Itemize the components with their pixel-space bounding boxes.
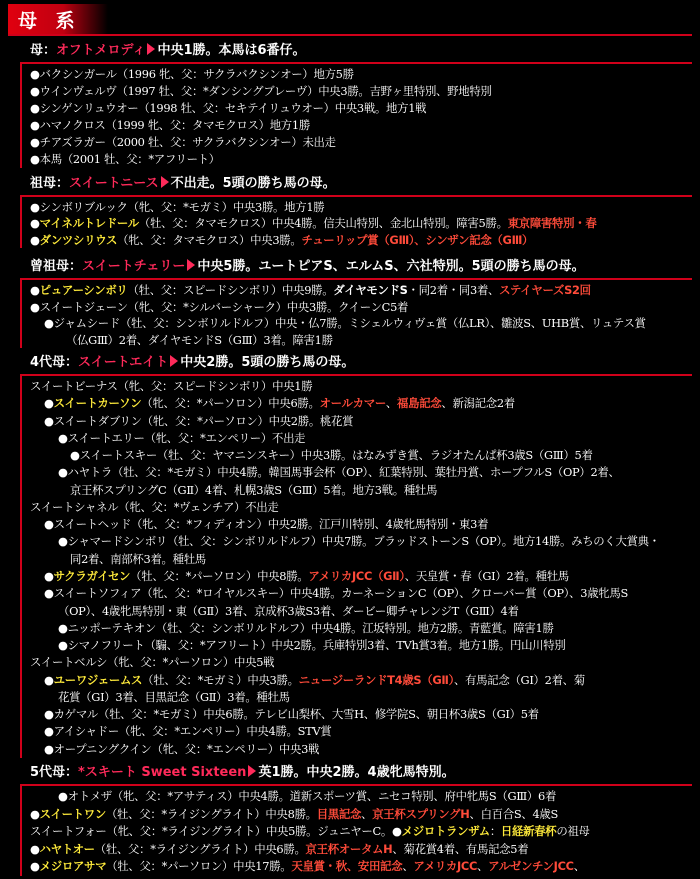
section-heading-3 bbox=[30, 258, 585, 276]
section-side-bar bbox=[20, 786, 22, 876]
pedigree-line bbox=[58, 787, 556, 806]
line-text: ●シマノフリート（騸、父：*アフリート）中央2勝。兵庫特別3着、TVh賞3着。地方1勝。円山川特別 bbox=[58, 638, 566, 653]
section-horse-name: スイートニース bbox=[69, 176, 159, 191]
section-rule bbox=[20, 62, 692, 64]
line-text: 、 bbox=[477, 859, 489, 874]
header-title: 母 系 bbox=[18, 10, 81, 32]
line-text: （牡、父：*ライジングライト）中央6勝。 bbox=[94, 841, 306, 856]
pedigree-line bbox=[70, 481, 437, 500]
line-text: ● bbox=[44, 672, 54, 687]
line-text: ●ジャムシード（牡、父：シンボリルドルフ）中央・仏7勝。ミシェルウィヴェ賞（仏LR）、雛波S、UHB賞、リュテス賞 bbox=[44, 316, 646, 330]
major-race-name: 京王杯オータムH bbox=[305, 841, 393, 856]
notable-horse-name: メジロトランザム bbox=[401, 824, 490, 839]
line-text: ● bbox=[30, 806, 40, 821]
pedigree-line bbox=[30, 840, 528, 859]
notable-horse-name: 日経新春杯 bbox=[500, 824, 557, 839]
line-text: （牡、父：*モガミ）中央3勝。 bbox=[142, 672, 299, 687]
line-text: ・同2着・同3着、 bbox=[407, 283, 500, 297]
line-text: （牝、父：タマモクロス）中央3勝。 bbox=[117, 232, 302, 247]
line-text: ● bbox=[30, 841, 40, 856]
section-generation-label: 5代母： bbox=[30, 765, 79, 780]
section-rule bbox=[20, 278, 692, 280]
pedigree-line bbox=[58, 463, 620, 482]
line-text: ●シンボリブルック（牝、父：*モガミ）中央3勝。地方1勝 bbox=[30, 200, 325, 214]
pedigree-line bbox=[58, 532, 660, 551]
pedigree-line bbox=[70, 446, 593, 465]
line-text: ●スイートダブリン（牝、父：*パーソロン）中央2勝。桃花賞 bbox=[44, 413, 354, 428]
line-text: スイートシャネル（牝、父：*ヴェンチア）不出走 bbox=[30, 499, 279, 514]
header-banner bbox=[8, 4, 108, 34]
line-text: 京王杯スプリングC（GⅡ）4着、札幌3歳S（GⅢ）5着。地方3戦。種牡馬 bbox=[70, 482, 438, 497]
section-rule bbox=[20, 195, 692, 197]
pedigree-line bbox=[30, 805, 558, 824]
line-text: 同2着、南部杯3着。種牡馬 bbox=[70, 551, 206, 566]
major-race-name: アメリカJCC（GⅡ） bbox=[308, 569, 405, 583]
notable-horse-name: ユーワジェームス bbox=[53, 672, 143, 687]
pedigree-line bbox=[30, 857, 585, 876]
line-text: ●スイートヘッド（牝、父：*フィディオン）中央2勝。江戸川特別、4歳牝馬特別・東3着 bbox=[44, 517, 489, 532]
line-text: ●スイートジェーン（牝、父：*シルバーシャーク）中央3勝。クイーンC5着 bbox=[30, 299, 409, 314]
notable-horse-name: メジロアサマ bbox=[39, 859, 107, 874]
line-text: ●シャマードシンボリ（牡、父：シンボリルドルフ）中央7勝。ブラッドストーンS（OP）。地方14勝。みちのく大賞典・ bbox=[58, 534, 660, 549]
line-text: ● bbox=[30, 232, 40, 247]
triangle-arrow-icon bbox=[170, 355, 178, 367]
notable-horse-name: スイートカーソン bbox=[53, 396, 142, 411]
pedigree-line bbox=[44, 722, 331, 741]
major-race-name: 京王杯スプリングH bbox=[372, 806, 470, 821]
pedigree-line bbox=[30, 653, 274, 672]
line-text: （牡、父：*パーソロン）中央8勝。 bbox=[130, 569, 309, 583]
line-text: 、 bbox=[361, 806, 373, 821]
major-race-name: アメリカJCC bbox=[413, 859, 478, 874]
section-generation-label: 母： bbox=[30, 43, 57, 58]
triangle-arrow-icon bbox=[147, 43, 155, 55]
line-text: ●スイートスキー（牡、父：ヤマニンスキー）中央3勝。はなみずき賞、ラジオたんぱ杯3歳S（GⅢ）5着 bbox=[70, 448, 593, 463]
pedigree-line bbox=[58, 636, 565, 655]
section-description: 中央2勝。5頭の勝ち馬の母。 bbox=[180, 355, 355, 370]
notable-horse-name: サクラガイセン bbox=[53, 569, 131, 583]
major-race-name: オールカマー bbox=[319, 396, 386, 411]
section-side-bar bbox=[20, 280, 22, 348]
line-text: （牝、父：*パーソロン）中央6勝。 bbox=[141, 396, 320, 411]
line-text: ： bbox=[489, 824, 501, 839]
line-text: 、 bbox=[573, 859, 585, 874]
major-race-name: ニュージーランドT4歳S（GⅡ） bbox=[298, 672, 454, 687]
pedigree-line bbox=[58, 619, 554, 638]
line-text: 、 bbox=[385, 396, 398, 411]
pedigree-line bbox=[30, 377, 312, 396]
section-horse-name: スイートチェリー bbox=[82, 259, 186, 274]
line-text: ●スイートソフィア（牝、父：*ロイヤルスキー）中央4勝。カーネーションC（OP）、クローバー賞（OP）、3歳牝馬S bbox=[44, 586, 628, 601]
major-race-name: 東京障害特別・春 bbox=[507, 216, 597, 231]
notable-horse-name: スイートワン bbox=[39, 806, 106, 821]
line-text: （牡、父：*パーソロン）中央17勝。 bbox=[106, 859, 292, 874]
line-text: 、有馬記念（GⅠ）2着、菊 bbox=[454, 672, 585, 687]
major-race-name: 福島記念 bbox=[397, 396, 442, 411]
pedigree-line bbox=[30, 822, 590, 841]
line-text: ● bbox=[392, 824, 402, 839]
triangle-arrow-icon bbox=[161, 176, 169, 188]
line-text: ●スイートエリー（牝、父：*エンペリー）不出走 bbox=[58, 430, 306, 445]
pedigree-line bbox=[30, 498, 278, 517]
line-text: 、新潟記念2着 bbox=[441, 396, 515, 411]
line-text: ●本馬（2001 牡、父：*アフリート） bbox=[30, 152, 220, 166]
pedigree-line bbox=[66, 331, 333, 350]
section-rule bbox=[20, 374, 692, 376]
pedigree-line bbox=[30, 150, 220, 169]
line-text: ● bbox=[30, 216, 40, 231]
pedigree-line bbox=[44, 567, 569, 586]
line-text: ●チアズラガー（2000 牡、父：サクラバクシンオー）未出走 bbox=[30, 135, 336, 149]
line-text: 花賞（GⅠ）3着、目黒記念（GⅡ）3着。種牡馬 bbox=[58, 689, 290, 704]
line-text: （牡、父：タマモクロス）中央4勝。信夫山特別、金北山特別。障害5勝。 bbox=[138, 216, 508, 231]
section-horse-name: スイートエイト bbox=[78, 355, 169, 370]
pedigree-line bbox=[44, 740, 319, 759]
line-text: ●アイシャドー（牝、父：*エンペリー）中央4勝。STV賞 bbox=[44, 724, 332, 739]
line-text: （牡、父：*ライジングライト）中央8勝。 bbox=[105, 806, 317, 821]
section-horse-name: オフトメロディ bbox=[56, 43, 146, 58]
header-divider bbox=[8, 34, 692, 36]
major-race-name: アルゼンチンJCC bbox=[488, 859, 574, 874]
pedigree-line bbox=[58, 429, 305, 448]
line-text: ●オトメザ（牝、父：*アサティス）中央4勝。道新スポーツ賞、ニセコ特別、府中牝馬S（GⅢ）6着 bbox=[58, 789, 557, 803]
line-text: （牡、父：スピードシンボリ）中央9勝。 bbox=[127, 283, 334, 297]
section-description: 中央5勝。ユートピアS、エルムS、六社特別。5頭の勝ち馬の母。 bbox=[197, 259, 585, 274]
major-race-name: 天皇賞・秋、安田記念 bbox=[291, 859, 403, 874]
pedigree-line bbox=[44, 515, 488, 534]
pedigree-line bbox=[44, 394, 515, 413]
pedigree-line bbox=[44, 412, 353, 431]
section-description: 中央1勝。本馬は6番仔。 bbox=[157, 43, 306, 58]
section-generation-label: 4代母： bbox=[30, 355, 79, 370]
major-race-name: ステイヤーズS2回 bbox=[499, 283, 591, 297]
line-text: （OP）、4歳牝馬特別・東（GⅡ）3着、京成杯3歳S3着、ダービー卿チャレンジT（GⅢ）4着 bbox=[58, 603, 519, 618]
line-text: 、白百合S、4歳S bbox=[469, 806, 558, 821]
section-horse-name: *スキート Sweet Sixteen bbox=[78, 765, 247, 780]
pedigree-line bbox=[44, 671, 585, 690]
line-text: 、菊花賞4着、有馬記念5着 bbox=[392, 841, 529, 856]
line-text: スイートベルシ（牝、父：*パーソロン）中央5戦 bbox=[30, 655, 275, 670]
section-side-bar bbox=[20, 376, 22, 758]
triangle-arrow-icon bbox=[248, 765, 256, 777]
line-text: ● bbox=[44, 569, 54, 583]
pedigree-line bbox=[58, 602, 519, 621]
section-heading-4 bbox=[30, 354, 354, 372]
line-text: ●オープニングクイン（牝、父：*エンペリー）中央3戦 bbox=[44, 741, 320, 756]
line-text: ●バクシンガール（1996 牝、父：サクラバクシンオー）地方5勝 bbox=[30, 67, 354, 81]
section-generation-label: 祖母： bbox=[30, 176, 70, 191]
pedigree-line bbox=[44, 584, 628, 603]
notable-horse-name: ピュアーシンボリ bbox=[39, 283, 128, 297]
section-description: 英1勝。中央2勝。4歳牝馬特別。 bbox=[258, 765, 455, 780]
major-race-name: チューリップ賞（GⅢ）、シンザン記念（GⅢ） bbox=[301, 232, 534, 247]
section-side-bar bbox=[20, 197, 22, 248]
line-text: ●ハマノクロス（1999 牝、父：タマモクロス）地方1勝 bbox=[30, 118, 310, 132]
line-text: ● bbox=[30, 283, 40, 297]
section-heading-5 bbox=[30, 764, 455, 782]
pedigree-line bbox=[70, 550, 206, 569]
line-text: ●シンゲンリュウオー（1998 牡、父：セキテイリュウオー）中央3戦。地方1戦 bbox=[30, 101, 427, 115]
major-race-name: 目黒記念 bbox=[316, 806, 362, 821]
line-text: の祖母 bbox=[556, 824, 590, 839]
notable-horse-name: マイネルトレドール bbox=[39, 216, 139, 231]
line-text: ● bbox=[44, 396, 54, 411]
line-text: ●ニッポーテキオン（牡、父：シンボリルドルフ）中央4勝。江坂特別。地方2勝。青藍賞。障害1勝 bbox=[58, 620, 554, 635]
section-heading-1 bbox=[30, 42, 306, 60]
pedigree-line bbox=[44, 705, 539, 724]
line-text: ● bbox=[30, 859, 40, 874]
section-side-bar bbox=[20, 64, 22, 168]
notable-horse-name: ダンツシリウス bbox=[39, 232, 118, 247]
line-text: 、 bbox=[402, 859, 414, 874]
line-text: ダイヤモンドS bbox=[333, 283, 408, 297]
line-text: （仏GⅢ）2着、ダイヤモンドS（GⅢ）3着。障害1勝 bbox=[66, 332, 333, 347]
section-rule bbox=[20, 784, 692, 786]
section-heading-2 bbox=[30, 175, 336, 193]
triangle-arrow-icon bbox=[187, 259, 195, 271]
line-text: 、天皇賞・春（GⅠ）2着。種牡馬 bbox=[404, 569, 569, 583]
pedigree-line bbox=[58, 688, 290, 707]
pedigree-line bbox=[30, 231, 533, 250]
line-text: ●ウインヴェルヴ（1997 牡、父：*ダンシングブレーヴ）中央3勝。吉野ヶ里特別、野地特別 bbox=[30, 84, 492, 98]
section-generation-label: 曾祖母： bbox=[30, 259, 83, 274]
line-text: ●ハヤトラ（牡、父：*モガミ）中央4勝。韓国馬事会杯（OP）、紅葉特別、葉牡丹賞、ホープフルS（OP）2着、 bbox=[58, 465, 620, 480]
section-description: 不出走。5頭の勝ち馬の母。 bbox=[170, 176, 336, 191]
line-text: スイートビーナス（牝、父：スピードシンボリ）中央1勝 bbox=[30, 379, 313, 393]
notable-horse-name: ハヤトオー bbox=[39, 841, 95, 856]
line-text: スイートフォー（牝、父：*ライジングライト）中央5勝。ジュニヤーC。 bbox=[30, 824, 393, 839]
line-text: ●カゲマル（牡、父：*モガミ）中央6勝。テレビ山梨杯、大雪H、修学院S、朝日杯3歳S（GⅠ）5着 bbox=[44, 707, 539, 722]
